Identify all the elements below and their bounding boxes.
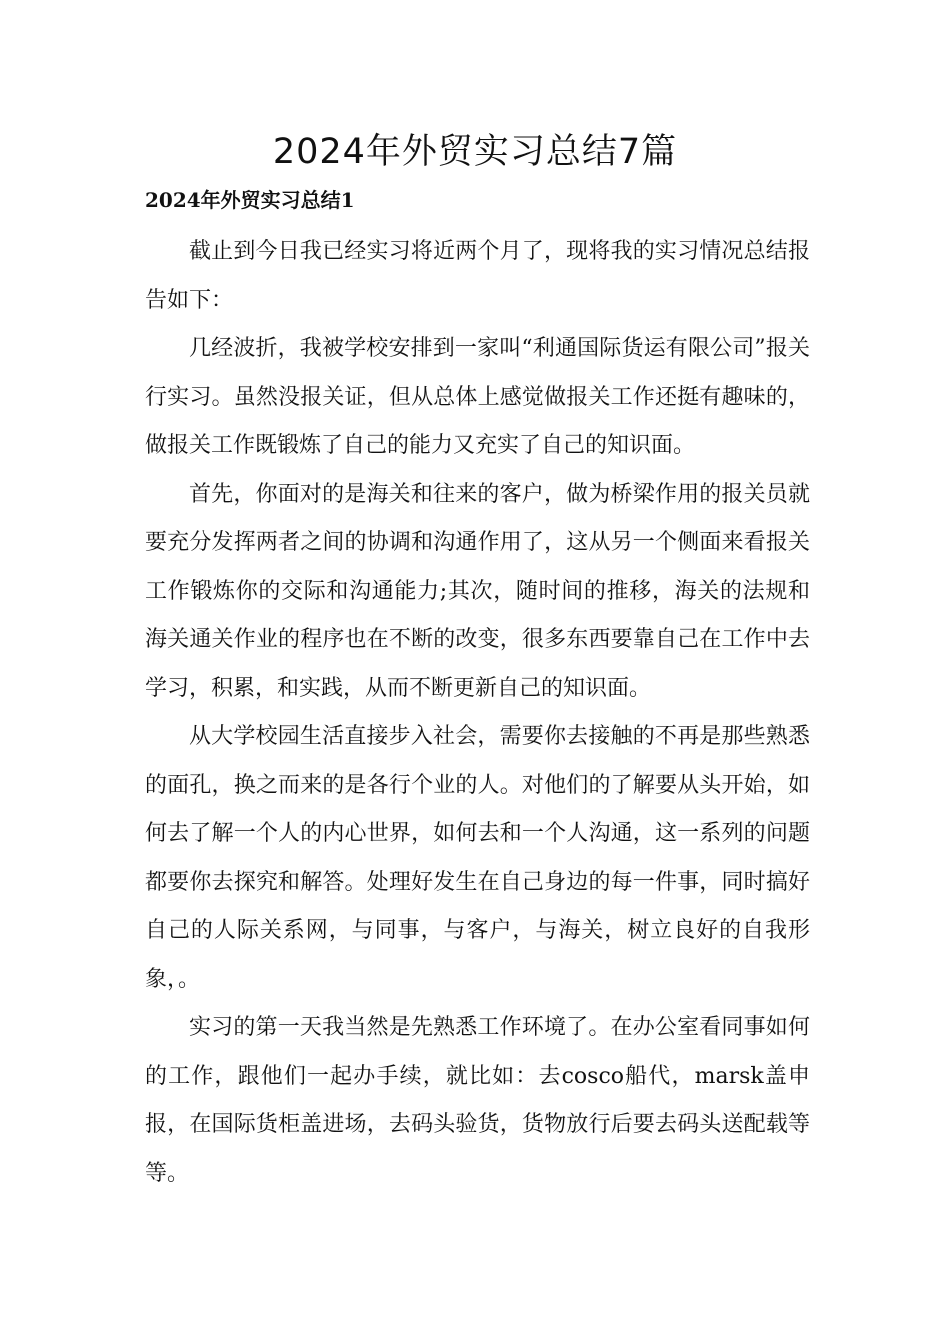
paragraph-1: 截止到今日我已经实习将近两个月了，现将我的实习情况总结报告如下： bbox=[145, 239, 810, 313]
paragraph-2: 几经波折，我被学校安排到一家叫“利通国际货运有限公司”报关行实习。虽然没报关证，但从总体上感觉做报关工作还挺有趣味的，做报关工作既锻炼了自己的能力又充实了自己的知识面。 bbox=[145, 336, 810, 458]
paragraph-4: 从大学校园生活直接步入社会，需要你去接触的不再是那些熟悉的面孔，换之而来的是各行个业的人。对他们的了解要从头开始，如何去了解一个人的内心世界，如何去和一个人沟通，这一系列的问题都要你去探究和解答。处理好发生在自己身边的每一件事，同时搞好自己的人际关系网，与同事，与客户，与海关，树立良好的自我形象，。 bbox=[145, 724, 810, 992]
document-title: 2024年外贸实习总结7篇 bbox=[272, 132, 678, 172]
document-body bbox=[145, 228, 810, 1198]
section-heading: 2024年外贸实习总结1 bbox=[145, 188, 355, 212]
paragraph-3: 首先，你面对的是海关和往来的客户，做为桥梁作用的报关员就要充分发挥两者之间的协调和沟通作用了，这从另一个侧面来看报关工作锻炼你的交际和沟通能力;其次，随时间的推移，海关的法规和海关通关作业的程序也在不断的改变，很多东西要靠自己在工作中去学习，积累，和实践，从而不断更新自己的知识面。 bbox=[145, 481, 810, 701]
paragraph-5: 实习的第一天我当然是先熟悉工作环境了。在办公室看同事如何的工作，跟他们一起办手续，就比如：去cosco船代，marsk盖申报，在国际货柜盖进场，去码头验货，货物放行后要去码头送配载等等。 bbox=[145, 1015, 810, 1186]
